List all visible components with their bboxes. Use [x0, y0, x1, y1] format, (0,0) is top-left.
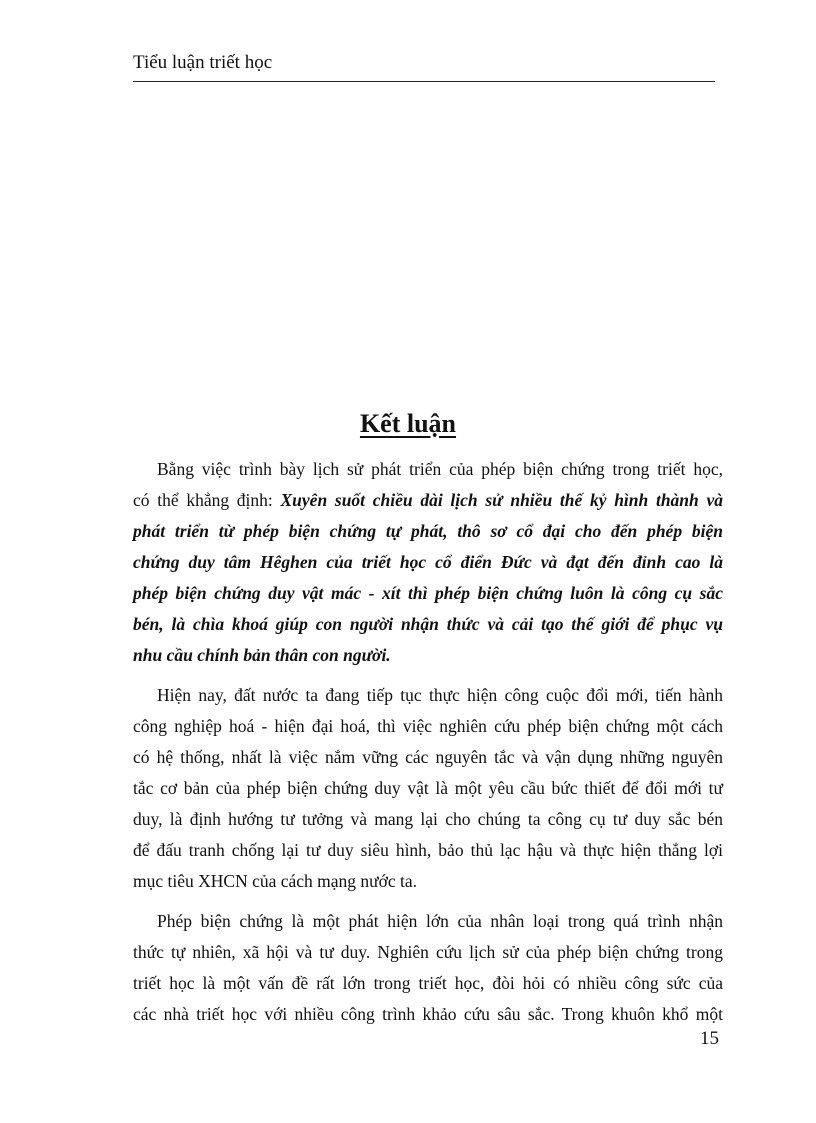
- text-line: phát triển từ phép biện chứng tự phát, thô sơ cổ đại cho đến phép biện: [133, 521, 723, 541]
- text-line: để đấu tranh chống lại tư duy siêu hình, bảo thủ lạc hậu và thực hiện thắng lợi: [133, 840, 723, 860]
- text-line: thức tự nhiên, xã hội và tư duy. Nghiên cứu lịch sử của phép biện chứng trong: [133, 942, 723, 962]
- section-title: Kết luận: [359, 409, 457, 438]
- text-line: phép biện chứng duy vật mác - xít thì phép biện chứng luôn là công cụ sắc: [133, 583, 723, 603]
- text-line: Hiện nay, đất nước ta đang tiếp tục thực hiện công cuộc đổi mới, tiến hành: [157, 685, 723, 705]
- emphasis-run: Xuyên suốt chiều dài lịch sử nhiều thế kỷ hình thành và: [280, 490, 724, 510]
- text-line: triết học là một vấn đề rất lớn trong triết học, đòi hỏi có nhiều công sức của: [133, 973, 723, 993]
- text-line: Phép biện chứng là một phát hiện lớn của nhân loại trong quá trình nhận: [157, 911, 723, 931]
- page-number: 15: [700, 1028, 719, 1049]
- text-line: nhu cầu chính bản thân con người.: [133, 645, 391, 665]
- text-line: có hệ thống, nhất là việc nắm vững các nguyên tắc và vận dụng những nguyên: [133, 747, 723, 767]
- text-line: chứng duy tâm Hêghen của triết học cổ điển Đức và đạt đến đỉnh cao là: [133, 552, 723, 572]
- paragraph-gap: [133, 671, 723, 680]
- paragraph-1: [133, 454, 723, 671]
- paragraph-3: [133, 906, 723, 1030]
- text-line: [133, 485, 723, 516]
- text-line: tắc cơ bản của phép biện chứng duy vật là một yêu cầu bức thiết để đổi mới tư: [133, 778, 723, 798]
- text-line: các nhà triết học với nhiều công trình khảo cứu sâu sắc. Trong khuôn khổ một: [133, 1004, 723, 1024]
- header-rule: [133, 81, 715, 82]
- running-header: Tiểu luận triết học: [133, 52, 273, 73]
- text-line: bén, là chìa khoá giúp con người nhận thức và cải tạo thế giới để phục vụ: [133, 614, 723, 634]
- text-line: duy, là định hướng tư tưởng và mang lại cho chúng ta công cụ tư duy sắc bén: [133, 809, 723, 829]
- text-line: mục tiêu XHCN của cách mạng nước ta.: [133, 871, 418, 891]
- paragraph-2: [133, 680, 723, 897]
- text-run: có thể khẳng định:: [133, 490, 281, 510]
- text-line: công nghiệp hoá - hiện đại hoá, thì việc nghiên cứu phép biện chứng một cách: [133, 716, 723, 736]
- body-text: [133, 454, 723, 1030]
- paragraph-gap: [133, 897, 723, 906]
- text-line: Bằng việc trình bày lịch sử phát triển của phép biện chứng trong triết học,: [157, 459, 723, 479]
